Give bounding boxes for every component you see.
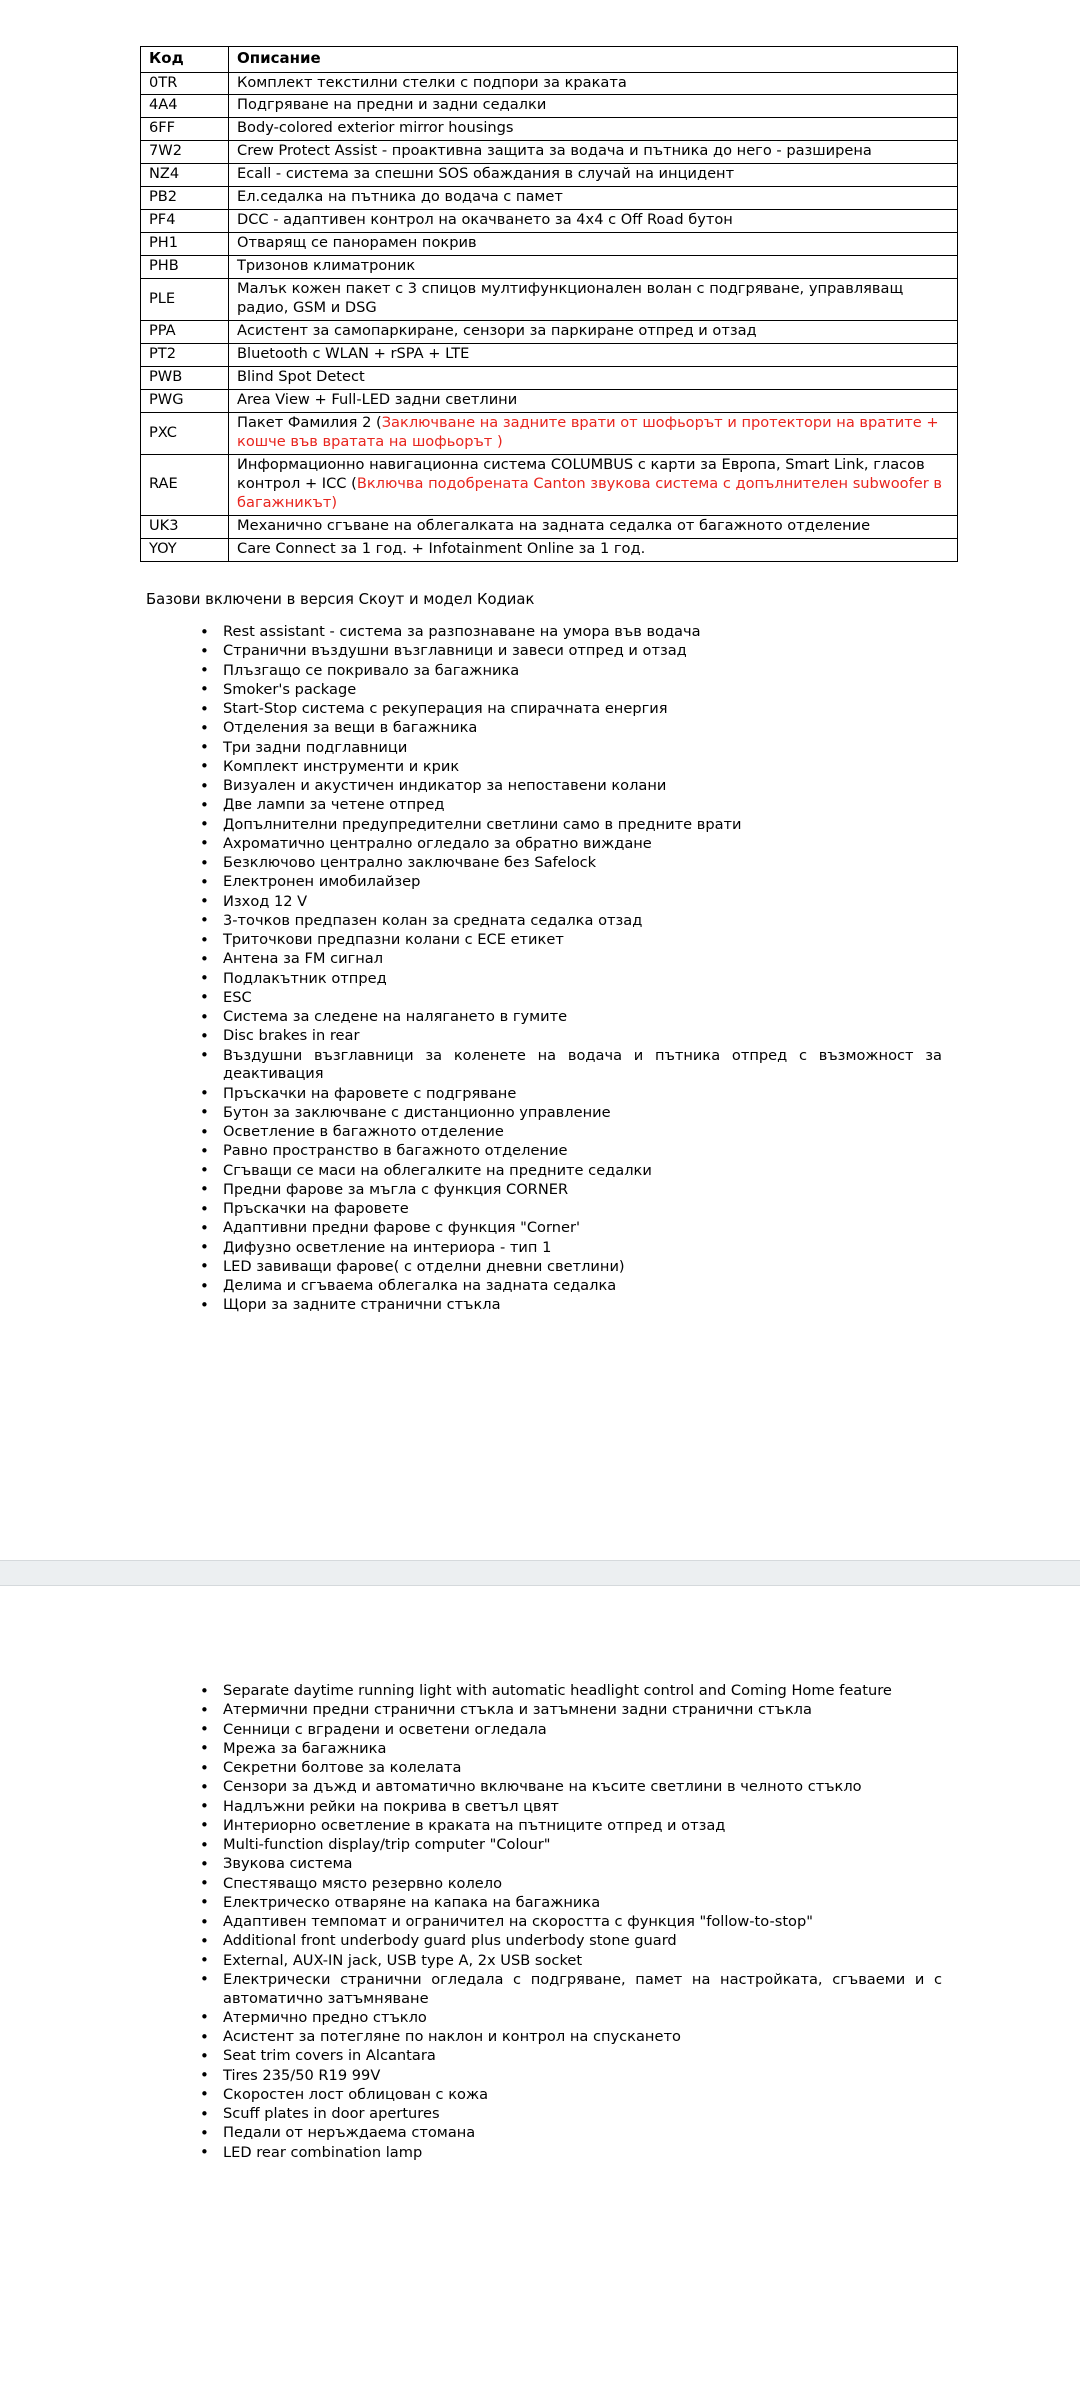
- cell-code: PLE: [141, 279, 229, 321]
- feature-list-item: • External, AUX-IN jack, USB type A, 2x USB socket: [140, 1952, 956, 1971]
- feature-list-item: • Електрическо отваряне на капака на багажника: [140, 1894, 956, 1913]
- table-row: [141, 187, 958, 210]
- feature-list-item: • Равно пространство в багажното отделение: [140, 1142, 956, 1161]
- cell-code: PH1: [141, 233, 229, 256]
- cell-description: Ел.седалка на пътника до водача с памет: [229, 187, 958, 210]
- feature-list-item: • Електронен имобилайзер: [140, 873, 956, 892]
- feature-list-item: • Scuff plates in door apertures: [140, 2105, 956, 2124]
- cell-description: [229, 413, 958, 455]
- cell-description: Care Connect за 1 год. + Infotainment Online за 1 год.: [229, 538, 958, 561]
- feature-list-item: • LED rear combination lamp: [140, 2144, 956, 2163]
- cell-code: PXC: [141, 413, 229, 455]
- feature-list-item: • Сензори за дъжд и автоматично включване на късите светлини в челното стъкло: [140, 1778, 956, 1797]
- feature-list-item: • Допълнителни предупредителни светлини само в предните врати: [140, 816, 956, 835]
- cell-code: PT2: [141, 344, 229, 367]
- section-intro-text: Базови включени в версия Скоут и модел Кодиак: [146, 590, 535, 608]
- table-row: [141, 321, 958, 344]
- feature-list-item: • Ахроматично централно огледало за обратно виждане: [140, 835, 956, 854]
- feature-list-item: • Комплект инструменти и крик: [140, 758, 956, 777]
- description-highlight-text: Включва подобрената Canton звукова система с допълнителен subwoofer в багажникът): [237, 474, 942, 511]
- table-row: [141, 279, 958, 321]
- feature-list-item: • Надлъжни рейки на покрива в светъл цвят: [140, 1798, 956, 1817]
- feature-list-item: • Адаптивен темпомат и ограничител на скоростта с функция "follow-to-stop": [140, 1913, 956, 1932]
- feature-list-item: • Пръскачки на фаровете: [140, 1200, 956, 1219]
- cell-description: Body-colored exterior mirror housings: [229, 118, 958, 141]
- cell-code: PB2: [141, 187, 229, 210]
- feature-list-item: • Separate daytime running light with automatic headlight control and Coming Home feature: [140, 1682, 956, 1701]
- feature-list-item: • Система за следене на налягането в гумите: [140, 1008, 956, 1027]
- feature-list-item: • Звукова система: [140, 1855, 956, 1874]
- feature-list-item: • Осветление в багажното отделение: [140, 1123, 956, 1142]
- cell-description: Подгряване на предни и задни седалки: [229, 95, 958, 118]
- cell-code: 7W2: [141, 141, 229, 164]
- cell-description: Малък кожен пакет с 3 спицов мултифункционален волан с подгряване, управляващ радио, GSM и DSG: [229, 279, 958, 321]
- feature-list-item: • ESC: [140, 989, 956, 1008]
- feature-list-item: • Атермични предни странични стъкла и затъмнени задни странични стъкла: [140, 1701, 956, 1720]
- cell-description: Асистент за самопаркиране, сензори за паркиране отпред и отзад: [229, 321, 958, 344]
- feature-list-item: • Педали от неръждаема стомана: [140, 2124, 956, 2143]
- feature-list-item: • 3-точков предпазен колан за средната седалка отзад: [140, 912, 956, 931]
- table-row: [141, 72, 958, 95]
- feature-list-item: • Въздушни възглавници за коленете на водача и пътника отпред с възможност за деактивация: [140, 1047, 956, 1085]
- table-header: [141, 47, 958, 73]
- feature-list-page-one: [140, 623, 956, 1315]
- cell-description: Тризонов климатроник: [229, 256, 958, 279]
- feature-list-item: • Секретни болтове за колелата: [140, 1759, 956, 1778]
- cell-description: Blind Spot Detect: [229, 367, 958, 390]
- feature-list-item: • Мрежа за багажника: [140, 1740, 956, 1759]
- feature-list-item: • Три задни подглавници: [140, 739, 956, 758]
- feature-list-page-two: [140, 1682, 956, 2162]
- options-code-table: [140, 46, 958, 562]
- cell-description: [229, 454, 958, 515]
- table-row: [141, 164, 958, 187]
- feature-list-item: • Start-Stop система с рекуперация на спирачната енергия: [140, 700, 956, 719]
- cell-code: PWG: [141, 390, 229, 413]
- cell-code: PPA: [141, 321, 229, 344]
- table-row: [141, 390, 958, 413]
- feature-list-item: • Disc brakes in rear: [140, 1027, 956, 1046]
- feature-list-item: • Интериорно осветление в краката на пътниците отпред и отзад: [140, 1817, 956, 1836]
- page-one-content: [124, 46, 956, 1315]
- feature-list-item: • Пръскачки на фаровете с подгряване: [140, 1085, 956, 1104]
- feature-list-item: • Асистент за потегляне по наклон и контрол на спускането: [140, 2028, 956, 2047]
- feature-list-item: • Адаптивни предни фарове с функция "Corner': [140, 1219, 956, 1238]
- table-row: [141, 256, 958, 279]
- feature-list-item: • Странични въздушни възглавници и завеси отпред и отзад: [140, 642, 956, 661]
- table-row: [141, 515, 958, 538]
- cell-code: PWB: [141, 367, 229, 390]
- cell-code: NZ4: [141, 164, 229, 187]
- cell-code: YOY: [141, 538, 229, 561]
- cell-description: Bluetooth с WLAN + rSPA + LTE: [229, 344, 958, 367]
- table-row: [141, 344, 958, 367]
- feature-list-item: • Антена за FM сигнал: [140, 950, 956, 969]
- feature-list-item: • Атермично предно стъкло: [140, 2009, 956, 2028]
- feature-list-item: • Tires 235/50 R19 99V: [140, 2067, 956, 2086]
- table-row: [141, 454, 958, 515]
- feature-list-item: • Rest assistant - система за разпознаване на умора във водача: [140, 623, 956, 642]
- cell-code: PHB: [141, 256, 229, 279]
- table-row: [141, 141, 958, 164]
- table-row: [141, 367, 958, 390]
- table-row: [141, 233, 958, 256]
- feature-list-item: • Триточкови предпазни колани с ECE етикет: [140, 931, 956, 950]
- description-plain-text: Пакет Фамилия 2 (: [237, 414, 382, 432]
- feature-list-item: • Щори за задните странични стъкла: [140, 1296, 956, 1315]
- cell-code: RAE: [141, 454, 229, 515]
- cell-code: UK3: [141, 515, 229, 538]
- feature-list-item: • Изход 12 V: [140, 893, 956, 912]
- feature-list-item: • LED завиващи фарове( с отделни дневни светлини): [140, 1258, 956, 1277]
- document-page-two: [0, 1586, 1080, 2372]
- feature-list-item: • Електрически странични огледала с подгряване, памет на настройката, сгъваеми и с автоматично затъмняване: [140, 1971, 956, 2009]
- table-row: [141, 210, 958, 233]
- table-row: [141, 538, 958, 561]
- feature-list-item: • Сгъващи се маси на облегалките на предните седалки: [140, 1162, 956, 1181]
- feature-list-item: • Сенници с вградени и осветени огледала: [140, 1721, 956, 1740]
- feature-list-item: • Визуален и акустичен индикатор за непоставени колани: [140, 777, 956, 796]
- feature-list-item: • Безключово централно заключване без Safelock: [140, 854, 956, 873]
- cell-description: Crew Protect Assist - проактивна защита за водача и пътника до него - разширена: [229, 141, 958, 164]
- table-header-row: [141, 47, 958, 73]
- feature-list-item: • Предни фарове за мъгла с функция CORNER: [140, 1181, 956, 1200]
- cell-description: Комплект текстилни стелки с подпори за краката: [229, 72, 958, 95]
- feature-list-item: • Спестяващо място резервно колело: [140, 1875, 956, 1894]
- cell-code: 4A4: [141, 95, 229, 118]
- column-header-description: Описание: [229, 47, 958, 73]
- cell-code: 6FF: [141, 118, 229, 141]
- feature-list-item: • Multi-function display/trip computer "Colour": [140, 1836, 956, 1855]
- cell-code: 0TR: [141, 72, 229, 95]
- cell-description: DCC - адаптивен контрол на окачването за 4x4 с Off Road бутон: [229, 210, 958, 233]
- feature-list-item: • Плъзгащо се покривало за багажника: [140, 662, 956, 681]
- cell-code: PF4: [141, 210, 229, 233]
- feature-list-item: • Скоростен лост облицован с кожа: [140, 2086, 956, 2105]
- column-header-code: Код: [141, 47, 229, 73]
- table-row: [141, 413, 958, 455]
- feature-list-item: • Подлакътник отпред: [140, 970, 956, 989]
- cell-description: Механично сгъване на облегалката на задната седалка от багажното отделение: [229, 515, 958, 538]
- table-body: [141, 72, 958, 561]
- table-row: [141, 95, 958, 118]
- cell-description: Area View + Full-LED задни светлини: [229, 390, 958, 413]
- feature-list-item: • Дифузно осветление на интериора - тип 1: [140, 1239, 956, 1258]
- page-separator: [0, 1560, 1080, 1586]
- table-row: [141, 118, 958, 141]
- feature-list-item: • Делима и сгъваема облегалка на задната седалка: [140, 1277, 956, 1296]
- feature-list-item: • Бутон за заключване с дистанционно управление: [140, 1104, 956, 1123]
- feature-list-item: • Seat trim covers in Alcantara: [140, 2047, 956, 2066]
- cell-description: Ecall - система за спешни SOS обаждания в случай на инцидент: [229, 164, 958, 187]
- description-plain-text: Информационно навигационна система COLUMBUS с карти за Европа, Smart Link, гласов контрол + ICC (: [237, 455, 925, 492]
- feature-list-item: • Smoker's package: [140, 681, 956, 700]
- feature-list-item: • Additional front underbody guard plus underbody stone guard: [140, 1932, 956, 1951]
- feature-list-item: • Две лампи за четене отпред: [140, 796, 956, 815]
- feature-list-item: • Отделения за вещи в багажника: [140, 719, 956, 738]
- cell-description: Отварящ се панорамен покрив: [229, 233, 958, 256]
- description-highlight-text: Заключване на задните врати от шофьорът и протектори на вратите + кошче във вратата на шофьорът ): [237, 414, 939, 450]
- page-two-content: [124, 1682, 956, 2162]
